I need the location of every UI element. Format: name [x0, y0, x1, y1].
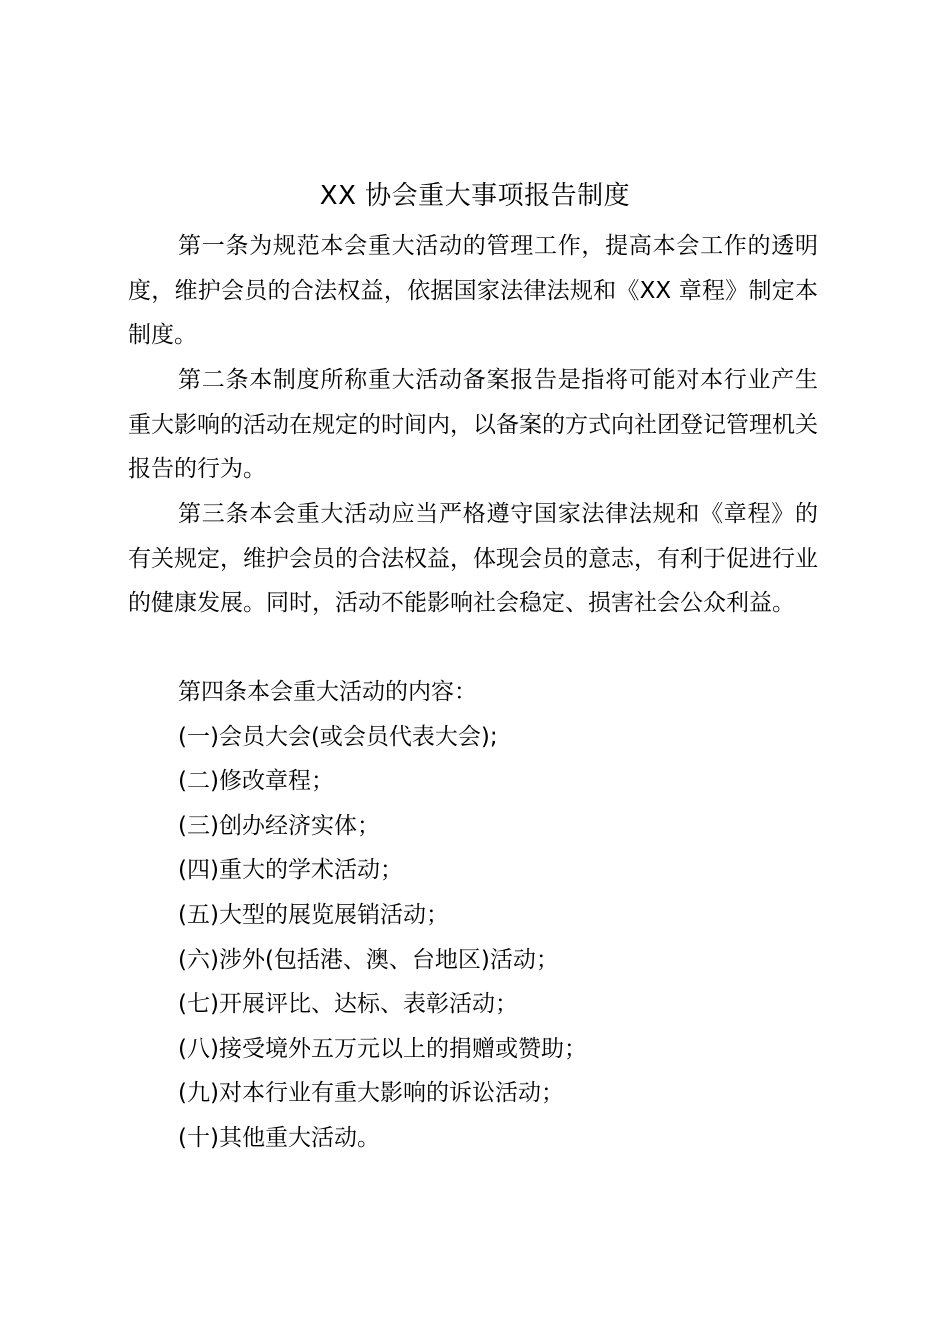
list-item: (一)会员大会(或会员代表大会); — [178, 723, 498, 750]
article-1-paragraph: 第一条为规范本会重大活动的管理工作，提高本会工作的透明度，维护会员的合法权益，依据国家法律法规和《XX 章程》制定本制度。 — [128, 233, 818, 349]
list-item: (七)开展评比、达标、表彰活动； — [178, 991, 518, 1018]
document-title: XX 协会重大事项报告制度 — [319, 181, 631, 211]
list-item: (五)大型的展览展销活动； — [178, 901, 449, 928]
list-item: (八)接受境外五万元以上的捐赠或赞助； — [178, 1035, 587, 1062]
article-4-heading: 第四条本会重大活动的内容： — [178, 679, 477, 705]
article-3-paragraph: 第三条本会重大活动应当严格遵守国家法律法规和《章程》的有关规定，维护会员的合法权益，体现会员的意志，有利于促进行业的健康发展。同时，活动不能影响社会稳定、损害社会公众利益。 — [128, 501, 818, 617]
list-item: (四)重大的学术活动； — [178, 857, 403, 884]
list-item: (十)其他重大活动。 — [178, 1124, 380, 1151]
list-item: (二)修改章程； — [178, 768, 334, 795]
article-2-paragraph: 第二条本制度所称重大活动备案报告是指将可能对本行业产生重大影响的活动在规定的时间内，以备案的方式向社团登记管理机关报告的行为。 — [128, 367, 818, 483]
list-item: (九)对本行业有重大影响的诉讼活动； — [178, 1080, 564, 1107]
list-item: (六)涉外(包括港、澳、台地区)活动； — [178, 946, 559, 973]
article-4-list — [178, 670, 587, 1161]
list-item: (三)创办经济实体； — [178, 812, 380, 839]
